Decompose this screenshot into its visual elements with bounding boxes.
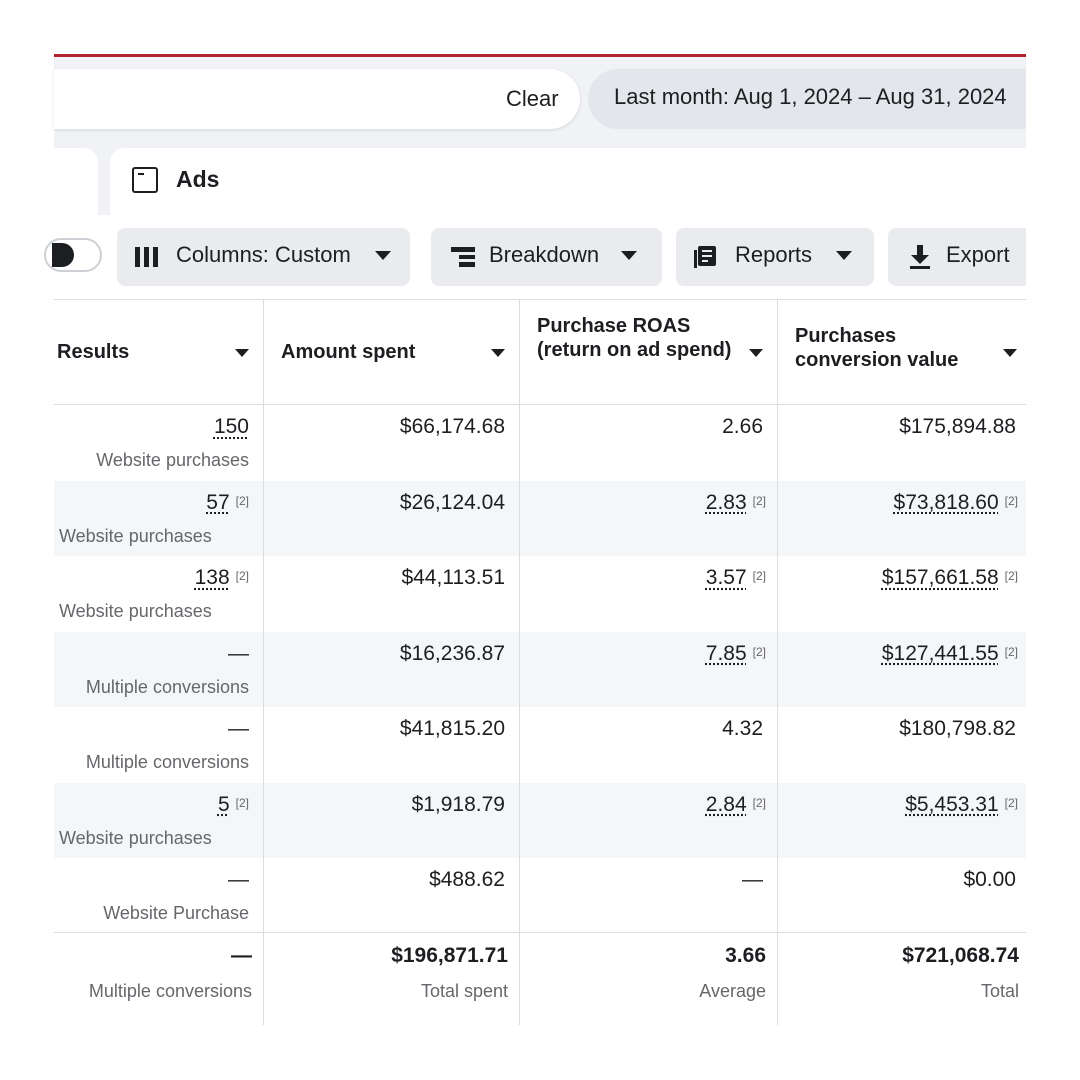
breakdown-label: Breakdown (489, 242, 600, 267)
divider (54, 404, 1026, 405)
download-icon (910, 245, 930, 269)
columns-button[interactable] (117, 228, 410, 286)
cell-spent-wrapper (400, 642, 505, 666)
total-value-label: Total (980, 981, 1019, 1001)
cell-value[interactable]: $73,818.60 (893, 490, 999, 514)
cell-results-wrapper (206, 491, 249, 515)
export-label: Export (946, 242, 1010, 267)
cell-value-wrapper (882, 566, 1018, 590)
cell-spent: $66,174.68 (399, 415, 505, 438)
sort-chevron-icon[interactable] (1003, 349, 1017, 357)
cell-results: — (228, 717, 249, 740)
cell-spent: $26,124.04 (399, 490, 505, 514)
cell-value-wrapper (899, 717, 1016, 741)
cell-results-subtitle: Multiple conversions (85, 676, 249, 697)
ad-window-icon (132, 167, 158, 193)
cell-roas-wrapper (722, 717, 763, 741)
filter-search-input[interactable] (54, 69, 580, 129)
divider (54, 932, 1026, 933)
cell-spent: $41,815.20 (399, 717, 505, 740)
cell-value: $0.00 (963, 868, 1016, 891)
cell-value: $175,894.88 (899, 415, 1016, 438)
header-conversion-value[interactable]: Purchases conversion value (795, 325, 959, 371)
footnote-marker[interactable]: [2] (752, 569, 766, 583)
footnote-marker[interactable]: [2] (1004, 795, 1018, 810)
tab-previous[interactable] (54, 148, 98, 215)
total-roas: 3.66 (725, 944, 766, 967)
footnote-marker[interactable]: [2] (235, 795, 249, 810)
header-purchase-roas[interactable]: Purchase ROAS (return on ad spend) (537, 315, 732, 361)
total-spent-label: Total spent (420, 981, 508, 1001)
cell-roas-wrapper (706, 566, 766, 590)
footnote-marker[interactable]: [2] (235, 493, 249, 508)
cell-spent-wrapper (400, 491, 505, 515)
cell-roas: 2.66 (722, 415, 763, 438)
cell-results[interactable]: 5 (217, 792, 230, 816)
cell-results-subtitle: Website purchases (59, 827, 212, 848)
cell-value[interactable]: $127,441.55 (881, 641, 999, 665)
footnote-marker[interactable]: [2] (752, 644, 766, 659)
cell-roas-wrapper (706, 642, 766, 666)
cell-spent: $1,918.79 (411, 792, 505, 816)
tab-ads[interactable] (110, 148, 1026, 215)
cell-results[interactable]: 57 (206, 490, 230, 514)
total-roas-label: Average (699, 981, 766, 1001)
cell-value[interactable]: $5,453.31 (905, 792, 999, 816)
cell-roas[interactable]: 3.57 (705, 566, 747, 589)
header-results[interactable]: Results (57, 341, 130, 363)
sort-chevron-icon[interactable] (235, 349, 249, 357)
cell-roas: — (742, 868, 763, 891)
cell-spent: $44,113.51 (401, 566, 505, 589)
cell-value-wrapper (905, 793, 1018, 817)
cell-value: $180,798.82 (899, 717, 1016, 740)
clear-button[interactable]: Clear (506, 86, 559, 111)
date-range-label: Last month: Aug 1, 2024 – Aug 31, 2024 (614, 84, 1007, 109)
reports-label: Reports (735, 242, 813, 267)
cell-spent-wrapper (400, 717, 505, 741)
total-results: — (231, 944, 252, 967)
breakdown-icon (451, 247, 475, 267)
chevron-down-icon (836, 251, 852, 260)
divider (519, 300, 520, 1025)
cell-results[interactable]: 138 (194, 566, 230, 589)
cell-roas[interactable]: 2.84 (705, 792, 747, 816)
cell-results[interactable]: 150 (213, 415, 249, 438)
cell-value-wrapper (882, 642, 1018, 666)
cell-spent: $488.62 (429, 868, 505, 891)
cell-roas-wrapper (706, 793, 766, 817)
cell-spent: $16,236.87 (399, 641, 505, 665)
reports-button[interactable] (676, 228, 874, 286)
cell-spent-wrapper (429, 868, 505, 892)
divider (777, 300, 778, 1025)
cell-results-wrapper (218, 793, 249, 817)
cell-results-wrapper (228, 642, 249, 666)
cell-roas-wrapper (742, 868, 763, 892)
cell-results-subtitle: Website purchases (59, 525, 212, 546)
columns-label: Columns: Custom (176, 242, 351, 267)
export-button[interactable] (888, 228, 1026, 286)
cell-results: — (228, 868, 249, 891)
cell-results-subtitle: Website purchases (59, 601, 212, 621)
cell-results-subtitle: Website Purchase (103, 903, 249, 923)
cell-results-subtitle: Website purchases (96, 450, 249, 470)
columns-icon (135, 247, 159, 267)
total-results-subtitle: Multiple conversions (88, 981, 252, 1001)
cell-value[interactable]: $157,661.58 (881, 566, 999, 589)
chevron-down-icon (375, 251, 391, 260)
cell-spent-wrapper (401, 566, 505, 590)
footnote-marker[interactable]: [2] (752, 795, 766, 810)
cell-results: — (228, 641, 249, 665)
tab-ads-label: Ads (176, 166, 220, 192)
cell-results-wrapper (228, 868, 249, 892)
cell-roas-wrapper (706, 491, 766, 515)
cell-roas: 4.32 (722, 717, 763, 740)
total-amount-spent: $196,871.71 (391, 944, 508, 967)
cell-results-subtitle: Multiple conversions (85, 752, 249, 772)
footnote-marker[interactable]: [2] (1004, 644, 1018, 659)
cell-value-wrapper (899, 415, 1016, 439)
cell-roas[interactable]: 7.85 (705, 641, 747, 665)
date-range-picker[interactable] (588, 69, 1026, 129)
footnote-marker[interactable]: [2] (1004, 493, 1018, 508)
sort-chevron-icon[interactable] (749, 349, 763, 357)
cell-roas[interactable]: 2.83 (705, 490, 747, 514)
cell-value-wrapper (963, 868, 1016, 892)
cell-results-wrapper (214, 415, 249, 439)
reports-icon (694, 245, 718, 269)
chevron-down-icon (621, 251, 637, 260)
footnote-marker[interactable]: [2] (235, 569, 249, 583)
cell-results-wrapper (195, 566, 249, 590)
divider (54, 299, 1026, 300)
cell-roas-wrapper (722, 415, 763, 439)
cell-spent-wrapper (412, 793, 505, 817)
footnote-marker[interactable]: [2] (1004, 569, 1018, 583)
cell-value-wrapper (894, 491, 1018, 515)
total-conversion-value: $721,068.74 (902, 944, 1019, 967)
footnote-marker[interactable]: [2] (752, 493, 766, 508)
cell-spent-wrapper (400, 415, 505, 439)
header-amount-spent[interactable]: Amount spent (281, 341, 416, 363)
sort-chevron-icon[interactable] (491, 349, 505, 357)
breakdown-button[interactable] (431, 228, 662, 286)
divider (263, 300, 264, 1025)
cell-results-wrapper (228, 717, 249, 741)
